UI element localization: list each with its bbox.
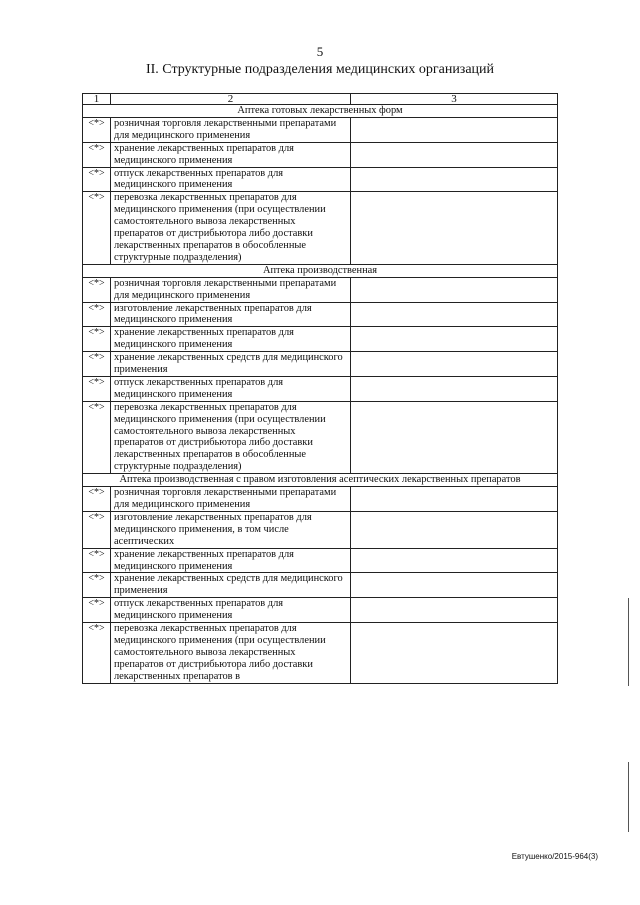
activity-description: хранение лекарственных препаратов для медицинского применения [111, 327, 351, 352]
activity-description: розничная торговля лекарственными препаратами для медицинского применения [111, 117, 351, 142]
row-marker: <*> [83, 598, 111, 623]
table-row [83, 327, 558, 352]
table-row [83, 598, 558, 623]
row-marker: <*> [83, 623, 111, 684]
document-code: Евтушенко/2015-964(3) [511, 852, 598, 861]
empty-cell [351, 142, 558, 167]
header-cell-1: 1 [83, 94, 111, 105]
activity-description: отпуск лекарственных препаратов для медицинского применения [111, 167, 351, 192]
empty-cell [351, 401, 558, 473]
empty-cell [351, 302, 558, 327]
row-marker: <*> [83, 548, 111, 573]
empty-cell [351, 376, 558, 401]
activity-description: отпуск лекарственных препаратов для медицинского применения [111, 376, 351, 401]
section-title: Аптека производственная [83, 264, 558, 277]
row-marker: <*> [83, 192, 111, 264]
table-row [83, 487, 558, 512]
row-marker: <*> [83, 376, 111, 401]
row-marker: <*> [83, 352, 111, 377]
table-row [83, 117, 558, 142]
empty-cell [351, 487, 558, 512]
row-marker: <*> [83, 277, 111, 302]
scan-artifact-line [628, 762, 629, 832]
table-row [83, 623, 558, 684]
page-title: II. Структурные подразделения медицинских организаций [145, 62, 495, 77]
table-row [83, 142, 558, 167]
activity-description: хранение лекарственных средств для медицинского применения [111, 573, 351, 598]
activity-description: хранение лекарственных средств для медицинского применения [111, 352, 351, 377]
row-marker: <*> [83, 487, 111, 512]
activity-description: изготовление лекарственных препаратов для медицинского применения [111, 302, 351, 327]
activity-description: перевозка лекарственных препаратов для медицинского применения (при осуществлении самостоятельного вывоза лекарственных препаратов от дистрибьютора либо доставки лекарственных препаратов в обособленные структурные подразделения) [111, 401, 351, 473]
activity-description: перевозка лекарственных препаратов для медицинского применения (при осуществлении самостоятельного вывоза лекарственных препаратов от дистрибьютора либо доставки лекарственных препаратов в [111, 623, 351, 684]
empty-cell [351, 598, 558, 623]
empty-cell [351, 623, 558, 684]
header-cell-3: 3 [351, 94, 558, 105]
table-row [83, 302, 558, 327]
empty-cell [351, 167, 558, 192]
table-row [83, 573, 558, 598]
scan-artifact-line [628, 598, 629, 686]
row-marker: <*> [83, 117, 111, 142]
row-marker: <*> [83, 401, 111, 473]
table-row [83, 548, 558, 573]
table-row [83, 277, 558, 302]
activity-description: перевозка лекарственных препаратов для медицинского применения (при осуществлении самостоятельного вывоза лекарственных препаратов от дистрибьютора либо доставки лекарственных препаратов в обособленные структурные подразделения) [111, 192, 351, 264]
row-marker: <*> [83, 167, 111, 192]
section-title: Аптека производственная с правом изготовления асептических лекарственных препаратов [83, 474, 558, 487]
empty-cell [351, 548, 558, 573]
activity-description: розничная торговля лекарственными препаратами для медицинского применения [111, 487, 351, 512]
empty-cell [351, 192, 558, 264]
empty-cell [351, 327, 558, 352]
section-header-row [83, 264, 558, 277]
empty-cell [351, 117, 558, 142]
section-header-row [83, 105, 558, 118]
table-row [83, 192, 558, 264]
page-number: 5 [316, 44, 324, 59]
header-cell-2: 2 [111, 94, 351, 105]
structural-units-table [82, 93, 558, 684]
table-row [83, 167, 558, 192]
table-row [83, 511, 558, 548]
row-marker: <*> [83, 327, 111, 352]
row-marker: <*> [83, 573, 111, 598]
empty-cell [351, 511, 558, 548]
empty-cell [351, 573, 558, 598]
activity-description: хранение лекарственных препаратов для медицинского применения [111, 142, 351, 167]
empty-cell [351, 352, 558, 377]
activity-description: отпуск лекарственных препаратов для медицинского применения [111, 598, 351, 623]
activity-description: изготовление лекарственных препаратов для медицинского применения, в том числе асептических [111, 511, 351, 548]
table-row [83, 401, 558, 473]
activity-description: хранение лекарственных препаратов для медицинского применения [111, 548, 351, 573]
row-marker: <*> [83, 142, 111, 167]
section-title: Аптека готовых лекарственных форм [83, 105, 558, 118]
table-row [83, 376, 558, 401]
table-row [83, 352, 558, 377]
row-marker: <*> [83, 511, 111, 548]
table-header-row [83, 94, 558, 105]
empty-cell [351, 277, 558, 302]
section-header-row [83, 474, 558, 487]
row-marker: <*> [83, 302, 111, 327]
activity-description: розничная торговля лекарственными препаратами для медицинского применения [111, 277, 351, 302]
